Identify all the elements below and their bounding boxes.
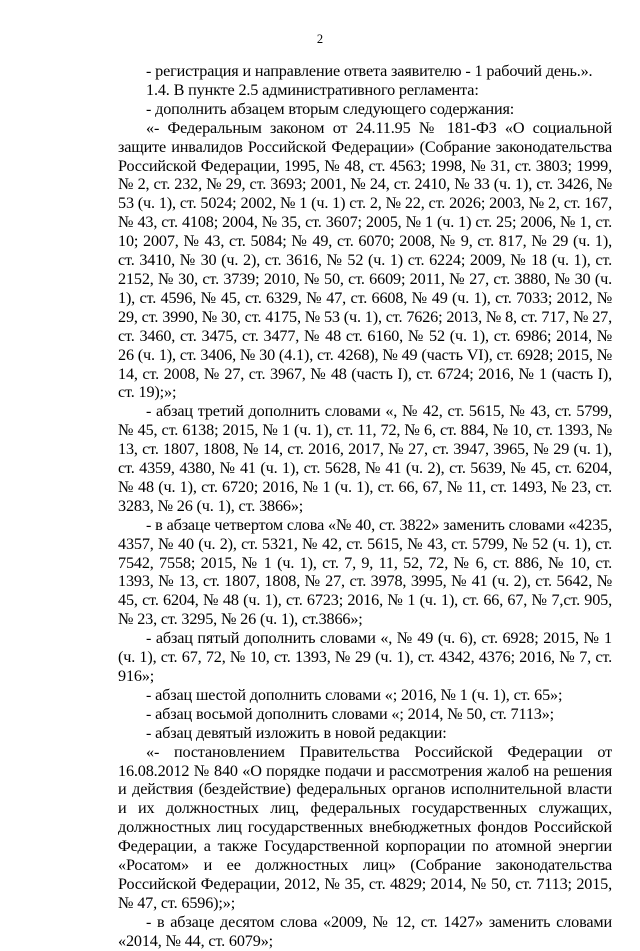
page-number: 2 xyxy=(316,32,324,46)
paragraph-resolution-840: «- постановлением Правительства Российской Федерации от 16.08.2012 № 840 «О порядке подачи и рассмотрения жалоб на решения и действия (бездействие) федеральных органов исполнительной власти и их должностных лиц, федеральных государственных служащих, должностных лиц государственных внебюджетных фондов Российской Федерации, а также Государственной корпорации по атомной энергии «Росатом» и ее должностных лиц» (Собрание законодательства Российской Федерации, 2012, № 35, ст. 4829; 2014, № 50, ст. 7113; 2015, № 47, ст. 6596);»; xyxy=(118,742,612,912)
paragraph-abzac-sixth: - абзац шестой дополнить словами «; 2016, № 1 (ч. 1), ст. 65»; xyxy=(146,685,563,704)
document-body xyxy=(118,62,612,951)
paragraph-abzac-fourth: - в абзаце четвертом слова «№ 40, ст. 3822» заменить словами «4235, 4357, № 40 (ч. 2), ст. 5321, № 42, ст. 5615, № 43, ст. 5799, № 52 (ч. 1), ст. 7542, 7558; 2015, № 1 (ч. 1), ст. 7, 9, 11, 52, 72, № 6, ст. 886, № 10, ст. 1393, № 13, ст. 1807, 1808, № 27, ст. 3978, 3995, № 41 (ч. 2), ст. 5642, № 45, ст. 6204, № 48 (ч. 1), ст. 6723; 2016, № 1 (ч. 1), ст. 66, 67, № 7,ст. 905, № 23, ст. 3295, № 26 (ч. 1), ст.3866»; xyxy=(118,515,612,629)
paragraph-abzac-fifth: - абзац пятый дополнить словами «, № 49 (ч. 6), ст. 6928; 2015, № 1 (ч. 1), ст. 67, 72, № 10, ст. 1393, № 29 (ч. 1), ст. 4342, 4376; 2016, № 7, ст. 916»; xyxy=(118,629,612,685)
paragraph-abzac-third: - абзац третий дополнить словами «, № 42, ст. 5615, № 43, ст. 5799, № 45, ст. 6138; 2015, № 1 (ч. 1), ст. 11, 72, № 6, ст. 884, № 10, ст. 1393, № 13, ст. 1807, 1808, № 14, ст. 2016, 2017, № 27, ст. 3947, 3965, № 29 (ч. 1), ст. 4359, 4380, № 41 (ч. 1), ст. 5628, № 41 (ч. 2), ст. 5639, № 45, ст. 6204, № 48 (ч. 1), ст. 6720; 2016, № 1 (ч. 1), ст. 66, 67, № 11, ст. 1493, № 23, ст. 3283, № 26 (ч. 1), ст. 3866»; xyxy=(118,402,612,515)
paragraph-abzac-ninth: - абзац девятый изложить в новой редакции: xyxy=(146,723,447,742)
paragraph-federal-law-181: «- Федеральным законом от 24.11.95 № 181-ФЗ «О социальной защите инвалидов Российской Федерации» (Собрание законодательства Российской Федерации, 1995, № 48, ст. 4563; 1998, № 31, ст. 3803; 1999, № 2, ст. 232, № 29, ст. 3693; 2001, № 24, ст. 2410, № 33 (ч. 1), ст. 3426, № 53 (ч. 1), ст. 5024; 2002, № 1 (ч. 1) ст. 2, № 22, ст. 2026; 2003, № 2, ст. 167, № 43, ст. 4108; 2004, № 35, ст. 3607; 2005, № 1 (ч. 1) ст. 25; 2006, № 1, ст. 10; 2007, № 43, ст. 5084; № 49, ст. 6070; 2008, № 9, ст. 817, № 29 (ч. 1), ст. 3410, № 30 (ч. 2), ст. 3616, № 52 (ч. 1) ст. 6224; 2009, № 18 (ч. 1), ст. 2152, № 30, ст. 3739; 2010, № 50, ст. 6609; 2011, № 27, ст. 3880, № 30 (ч. 1), ст. 4596, № 45, ст. 6329, № 47, ст. 6608, № 49 (ч. 1), ст. 7033; 2012, № 29, ст. 3990, № 30, ст. 4175, № 53 (ч. 1), ст. 7626; 2013, № 8, ст. 717, № 27, ст. 3460, ст. 3475, ст. 3477, № 48 ст. 6160, № 52 (ч. 1), ст. 6986; 2014, № 26 (ч. 1), ст. 3406, № 30 (4.1), ст. 4268), № 49 (часть VI), ст. 6928; 2015, № 14, ст. 2008, № 27, ст. 3967, № 48 (часть I), ст. 6724; 2016, № 1 (часть I), ст. 19);»; xyxy=(118,118,612,402)
paragraph-abzac-tenth: - в абзаце десятом слова «2009, № 12, ст. 1427» заменить словами «2014, № 44, ст. 6079»; xyxy=(118,912,612,950)
paragraph-registration-deadline: - регистрация и направление ответа заявителю - 1 рабочий день.». xyxy=(146,62,593,80)
paragraph-add-second-abzac: - дополнить абзацем вторым следующего содержания: xyxy=(146,99,515,118)
paragraph-item-1-4: 1.4. В пункте 2.5 административного регламента: xyxy=(146,80,479,99)
paragraph-abzac-eighth: - абзац восьмой дополнить словами «; 2014, № 50, ст. 7113»; xyxy=(146,704,555,723)
